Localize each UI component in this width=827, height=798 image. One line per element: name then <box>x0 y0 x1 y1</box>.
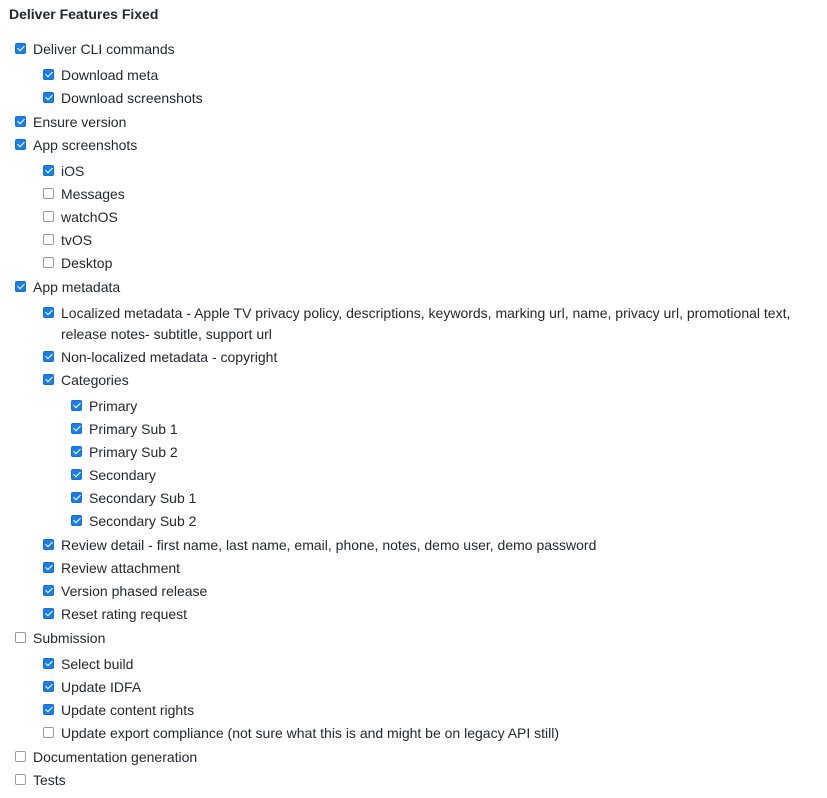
task-item-update-export-compliance <box>43 723 559 744</box>
task-label: Reset rating request <box>61 606 188 622</box>
checkbox[interactable] <box>15 139 26 150</box>
task-label: Localized metadata - Apple TV privacy policy, descriptions, keywords, marking url, name, privacy url, promotional text, release notes- subtitle, support url <box>61 305 791 342</box>
checkbox[interactable] <box>43 658 54 669</box>
task-item-localized-metadata <box>43 303 796 345</box>
task-label: Update export compliance (not sure what this is and might be on legacy API still) <box>61 725 560 741</box>
task-item-download-meta <box>43 65 158 86</box>
task-item-select-build <box>43 654 133 675</box>
checkbox[interactable] <box>15 43 26 54</box>
checkbox[interactable] <box>15 632 26 643</box>
task-item-secondary-sub-1 <box>71 488 196 509</box>
task-item-update-content-rights <box>43 700 194 721</box>
checkbox[interactable] <box>71 400 82 411</box>
task-item-submission <box>15 628 105 649</box>
task-label: Categories <box>61 372 129 388</box>
checkbox[interactable] <box>15 774 26 785</box>
checkbox[interactable] <box>43 374 54 385</box>
task-item-secondary <box>71 465 156 486</box>
task-label: tvOS <box>61 232 93 248</box>
checkbox[interactable] <box>71 492 82 503</box>
task-item-secondary-sub-2 <box>71 511 196 532</box>
task-label: iOS <box>61 163 85 179</box>
checkbox[interactable] <box>71 446 82 457</box>
task-label: Desktop <box>61 255 113 271</box>
checkbox[interactable] <box>15 281 26 292</box>
task-item-version-phased-release <box>43 581 207 602</box>
task-label: Documentation generation <box>33 749 198 765</box>
checkbox[interactable] <box>43 92 54 103</box>
task-item-watchos <box>43 207 118 228</box>
task-item-documentation-generation <box>15 747 197 768</box>
task-item-categories <box>43 370 129 391</box>
task-label: App metadata <box>33 279 121 295</box>
task-item-review-attachment <box>43 558 180 579</box>
task-item-tests <box>15 770 66 791</box>
checkbox[interactable] <box>43 234 54 245</box>
task-item-ios <box>43 161 84 182</box>
task-item-primary-sub-1 <box>71 419 178 440</box>
checkbox[interactable] <box>43 539 54 550</box>
task-label: Primary Sub 2 <box>89 444 178 460</box>
task-label: Update IDFA <box>61 679 142 695</box>
checkbox[interactable] <box>43 188 54 199</box>
task-label: Secondary <box>89 467 156 483</box>
checkbox[interactable] <box>43 211 54 222</box>
page-title: Deliver Features Fixed <box>9 6 159 22</box>
checkbox[interactable] <box>43 307 54 318</box>
task-label: Non-localized metadata - copyright <box>61 349 278 365</box>
checkbox[interactable] <box>15 751 26 762</box>
task-item-reset-rating-request <box>43 604 187 625</box>
task-item-app-screenshots <box>15 135 137 156</box>
task-label: Download meta <box>61 67 159 83</box>
task-label: Tests <box>33 772 66 788</box>
checkbox[interactable] <box>43 585 54 596</box>
task-label: Select build <box>61 656 134 672</box>
task-item-deliver-cli-commands <box>15 39 175 60</box>
checkbox[interactable] <box>43 351 54 362</box>
checkbox[interactable] <box>43 562 54 573</box>
task-item-review-detail <box>43 535 596 556</box>
checkbox[interactable] <box>43 69 54 80</box>
task-label: Secondary Sub 2 <box>89 513 197 529</box>
checkbox[interactable] <box>15 116 26 127</box>
task-label: Deliver CLI commands <box>33 41 175 57</box>
task-label: Secondary Sub 1 <box>89 490 197 506</box>
task-item-desktop <box>43 253 112 274</box>
task-item-download-screenshots <box>43 88 203 109</box>
task-label: Ensure version <box>33 114 127 130</box>
task-label: Download screenshots <box>61 90 203 106</box>
task-label: Update content rights <box>61 702 195 718</box>
checkbox[interactable] <box>43 704 54 715</box>
task-item-tvos <box>43 230 92 251</box>
task-label: Messages <box>61 186 125 202</box>
task-item-messages <box>43 184 125 205</box>
checkbox[interactable] <box>43 608 54 619</box>
checkbox[interactable] <box>71 515 82 526</box>
checkbox[interactable] <box>43 165 54 176</box>
task-label: Review detail - first name, last name, email, phone, notes, demo user, demo password <box>61 537 597 553</box>
task-label: Submission <box>33 630 106 646</box>
task-item-update-idfa <box>43 677 141 698</box>
checkbox[interactable] <box>71 423 82 434</box>
task-item-ensure-version <box>15 112 126 133</box>
task-label: watchOS <box>61 209 118 225</box>
task-label: App screenshots <box>33 137 138 153</box>
checkbox[interactable] <box>43 257 54 268</box>
task-item-primary-sub-2 <box>71 442 178 463</box>
checkbox[interactable] <box>43 727 54 738</box>
task-item-non-localized-metadata <box>43 347 277 368</box>
task-item-primary <box>71 396 137 417</box>
task-label: Primary Sub 1 <box>89 421 178 437</box>
checkbox[interactable] <box>43 681 54 692</box>
task-label: Review attachment <box>61 560 181 576</box>
task-label: Primary <box>89 398 138 414</box>
task-label: Version phased release <box>61 583 208 599</box>
checkbox[interactable] <box>71 469 82 480</box>
task-item-app-metadata <box>15 277 120 298</box>
